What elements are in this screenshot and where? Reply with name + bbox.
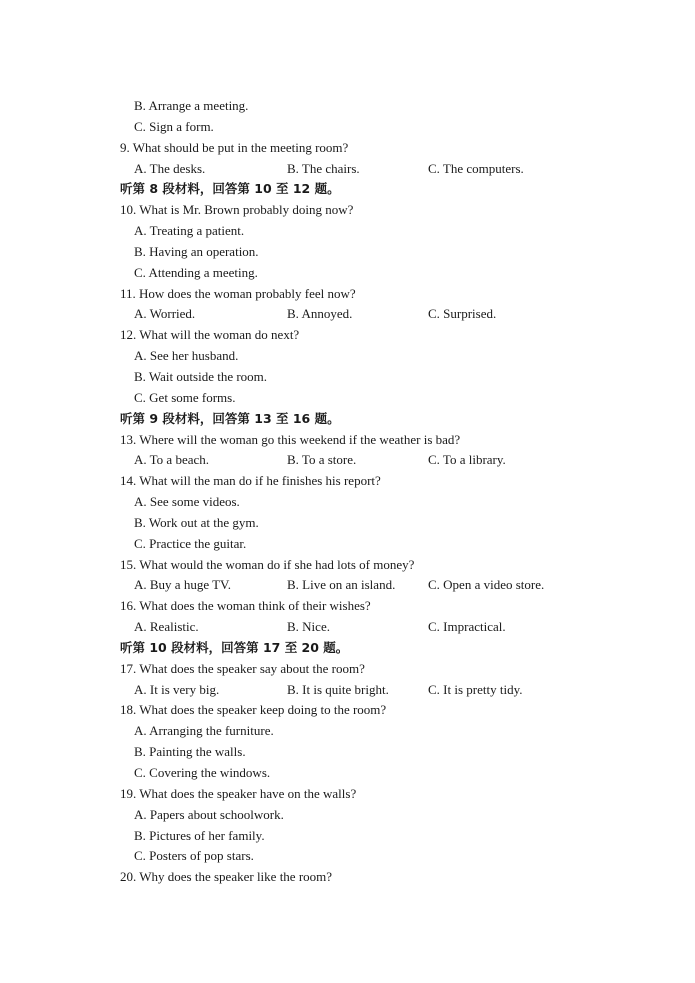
question-line: 19. What does the speaker have on the walls? (120, 785, 357, 801)
option-a: A. Buy a huge TV. (134, 577, 232, 593)
option-a: A. Realistic. (134, 619, 199, 635)
option-line: C. Posters of pop stars. (134, 848, 254, 864)
option-b: B. To a store. (287, 452, 357, 468)
section-heading: 听第 9 段材料，回答第 13 至 16 题。 (120, 410, 340, 426)
option-line: A. See some videos. (134, 494, 240, 510)
option-b: B. Nice. (287, 619, 330, 635)
question-line: 18. What does the speaker keep doing to the room? (120, 702, 387, 718)
option-row (0, 617, 695, 638)
option-row (0, 680, 695, 701)
option-line: A. Papers about schoolwork. (134, 806, 284, 822)
option-c: C. To a library. (428, 452, 506, 468)
option-b: B. Live on an island. (287, 577, 396, 593)
question-line: 16. What does the woman think of their wishes? (120, 598, 371, 614)
question-line: 14. What will the man do if he finishes his report? (120, 473, 381, 489)
option-line: C. Practice the guitar. (134, 535, 247, 551)
option-b: B. The chairs. (287, 160, 360, 176)
option-line: A. Arranging the furniture. (134, 723, 274, 739)
option-line: C. Sign a form. (134, 118, 214, 134)
option-b: B. It is quite bright. (287, 681, 389, 697)
option-line: B. Painting the walls. (134, 744, 246, 760)
option-c: C. Impractical. (428, 619, 506, 635)
option-row (0, 159, 695, 180)
section-heading: 听第 10 段材料，回答第 17 至 20 题。 (120, 639, 349, 655)
option-line: C. Get some forms. (134, 389, 236, 405)
question-line: 15. What would the woman do if she had lots of money? (120, 556, 415, 572)
option-a: A. To a beach. (134, 452, 210, 468)
option-c: C. It is pretty tidy. (428, 681, 523, 697)
option-row (0, 450, 695, 471)
document-page (0, 96, 695, 888)
question-line: 17. What does the speaker say about the room? (120, 660, 365, 676)
option-line: B. Work out at the gym. (134, 514, 259, 530)
option-line: B. Wait outside the room. (134, 368, 268, 384)
question-line: 12. What will the woman do next? (120, 327, 300, 343)
option-b: B. Annoyed. (287, 306, 353, 322)
question-line: 11. How does the woman probably feel now? (120, 285, 356, 301)
option-row (0, 304, 695, 325)
option-line: B. Having an operation. (134, 243, 259, 259)
option-c: C. The computers. (428, 160, 524, 176)
option-line: B. Arrange a meeting. (134, 98, 249, 113)
question-line: 20. Why does the speaker like the room? (120, 869, 333, 885)
option-line: C. Covering the windows. (134, 765, 271, 780)
option-a: A. Worried. (134, 306, 196, 322)
option-row (0, 575, 695, 596)
option-line: B. Pictures of her family. (134, 827, 265, 843)
option-line: C. Attending a meeting. (134, 264, 258, 280)
option-a: A. The desks. (134, 160, 206, 176)
question-line: 10. What is Mr. Brown probably doing now? (120, 202, 354, 218)
option-a: A. It is very big. (134, 681, 220, 697)
section-heading: 听第 8 段材料，回答第 10 至 12 题。 (120, 181, 340, 197)
option-line: A. See her husband. (134, 348, 239, 364)
question-line: 13. Where will the woman go this weekend if the weather is bad? (120, 431, 461, 447)
question-line: 9. What should be put in the meeting room? (120, 139, 349, 155)
option-c: C. Surprised. (428, 306, 497, 322)
option-line: A. Treating a patient. (134, 223, 245, 239)
option-c: C. Open a video store. (428, 577, 545, 593)
